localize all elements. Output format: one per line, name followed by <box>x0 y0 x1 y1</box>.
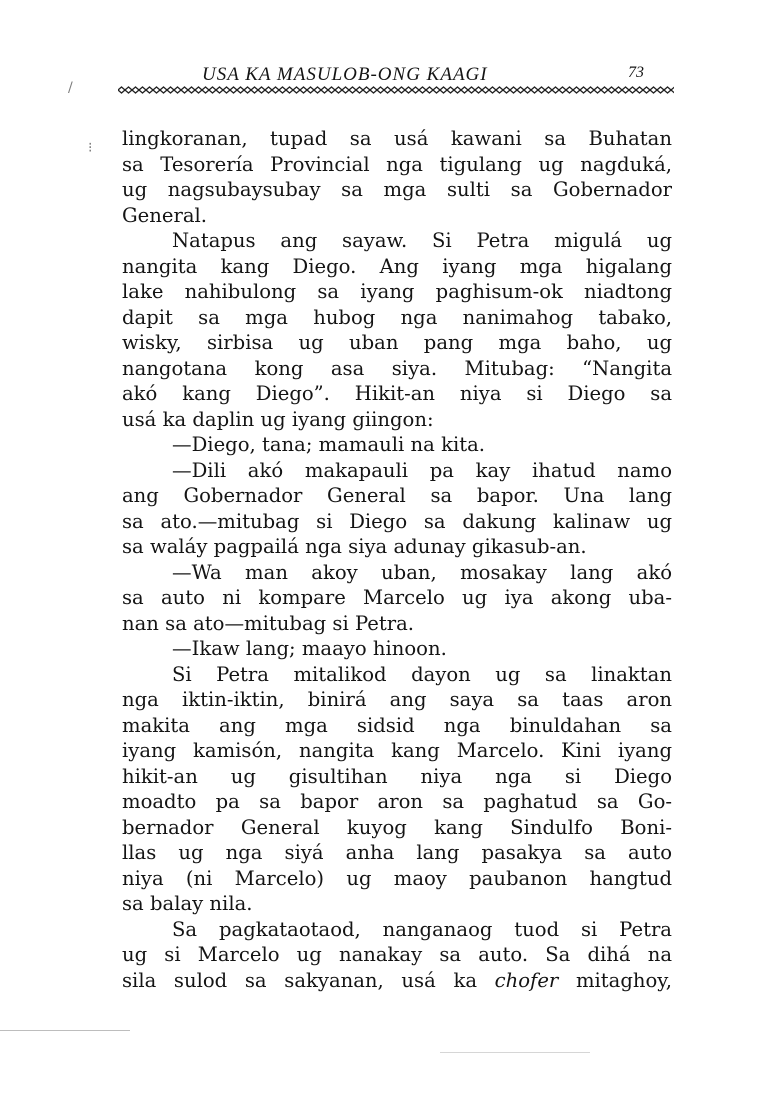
text-line: niya (ni Marcelo) ug maoy paubanon hangtud <box>122 866 672 890</box>
text-line: General. <box>122 203 208 227</box>
text-line: Sa pagkataotaod, nanganaog tuod si Petra <box>172 917 672 941</box>
text-line: lingkoranan, tupad sa usá kawani sa Buhatan <box>122 127 672 150</box>
scan-edge-line <box>0 1030 130 1031</box>
text-line: lake nahibulong sa iyang paghisum-ok niadtong <box>122 280 672 303</box>
text-segment: sila sulod sa sakyanan, usá ka <box>122 968 495 992</box>
text-line: ug nagsubaysubay sa mga sulti sa Gobernador <box>122 178 672 201</box>
scan-edge-line <box>440 1052 590 1053</box>
page-number: 73 <box>628 64 644 81</box>
text-line: ang Gobernador General sa bapor. Una lang <box>122 484 672 507</box>
wavy-rule <box>118 86 674 94</box>
text-line: —Ikaw lang; maayo hinoon. <box>172 637 447 660</box>
text-line: iyang kamisón, nangita kang Marcelo. Kini iyang <box>122 739 672 762</box>
text-line: nangotana kong asa siya. Mitubag: “Nangita <box>122 356 672 380</box>
scan-speck: / <box>68 80 73 96</box>
text-line: —Wa man akoy uban, mosakay lang akó <box>172 560 672 584</box>
text-line: sa Tesorería Provincial nga tigulang ug nagduká, <box>122 152 672 176</box>
text-line: sa auto ni kompare Marcelo ug iya akong uba- <box>122 586 672 609</box>
text-line: usá ka daplin ug iyang giingon: <box>122 407 434 431</box>
text-line: wisky, sirbisa ug uban pang mga baho, ug <box>122 331 672 354</box>
running-header <box>118 62 674 92</box>
text-line: —Diego, tana; mamauli na kita. <box>172 433 486 456</box>
text-line: dapit sa mga hubog nga nanimahog tabako, <box>122 305 672 329</box>
text-line: —Dili akó makapauli pa kay ihatud namo <box>172 458 672 482</box>
text-line: sa ato.—mitubag si Diego sa dakung kalinaw ug <box>122 509 672 533</box>
text-line: sa waláy pagpailá nga siya adunay gikasub-an. <box>122 535 587 558</box>
text-line: Si Petra mitalikod dayon ug sa linaktan <box>172 662 672 686</box>
page-text <box>122 126 672 993</box>
text-line: moadto pa sa bapor aron sa paghatud sa Go- <box>122 790 672 813</box>
text-line: llas ug nga siyá anha lang pasakya sa auto <box>122 841 672 864</box>
text-line: nan sa ato—mitubag si Petra. <box>122 611 414 635</box>
text-line <box>122 968 672 994</box>
text-line: bernador General kuyog kang Sindulfo Boni- <box>122 815 672 839</box>
italic-word: chofer <box>494 968 559 992</box>
text-line: Natapus ang sayaw. Si Petra migulá ug <box>172 229 672 252</box>
text-line: hikit-an ug gisultihan niya nga si Diego <box>122 764 672 788</box>
text-line: nga iktin-iktin, binirá ang saya sa taas aron <box>122 688 672 711</box>
scan-speck: ⁝ <box>88 140 93 156</box>
text-line: akó kang Diego”. Hikit-an niya si Diego sa <box>122 382 672 405</box>
text-line: ug si Marcelo ug nanakay sa auto. Sa dihá na <box>122 943 672 966</box>
text-line: sa balay nila. <box>122 892 253 915</box>
text-line: makita ang mga sidsid nga binuldahan sa <box>122 713 672 737</box>
running-title: USA KA MASULOB-ONG KAAGI <box>202 64 488 85</box>
text-line: nangita kang Diego. Ang iyang mga higalang <box>122 254 672 278</box>
text-segment: mitaghoy, <box>558 968 672 992</box>
